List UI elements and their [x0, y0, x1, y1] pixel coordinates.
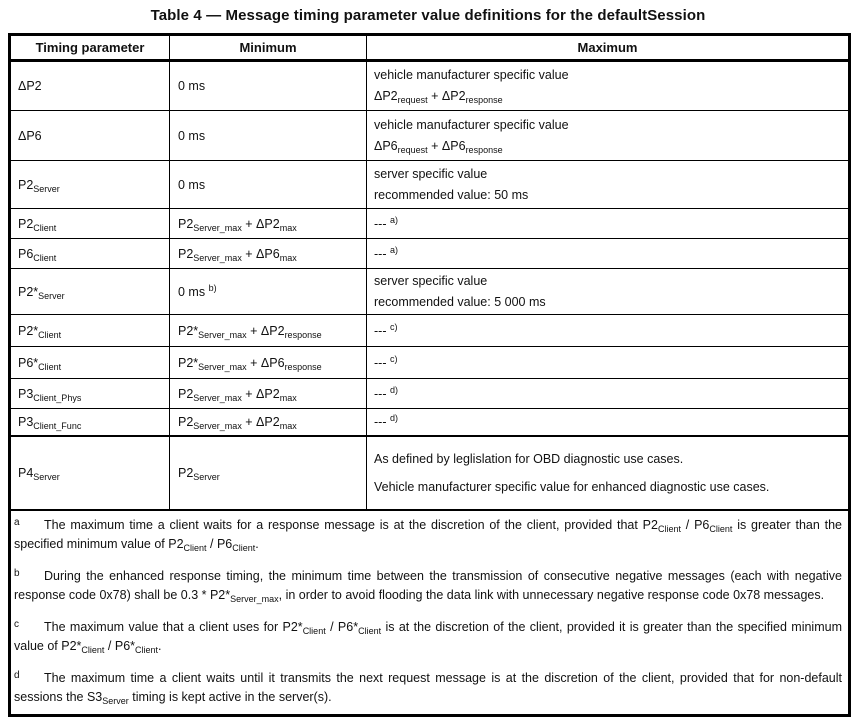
param-cell: $P2_{Client}$ [10, 209, 170, 239]
min-cell: 0 ms [170, 61, 367, 111]
footnote-d: $^d$ The maximum time a client waits until it transmits the next request message is at the discretion of the client, provided that for non-default sessions the $S3_{Server}$ timing is kept active in the server(s). [14, 669, 842, 706]
col-header-timing-parameter: Timing parameter [10, 35, 170, 61]
table-row [10, 239, 850, 269]
table-row [10, 161, 850, 209]
max-cell [367, 436, 850, 510]
footnote-text: During the enhanced response timing, the minimum time between the transmission of consecutive negative messages (each with negative response code 0x78) shall be $0.3 * P2*_{Server\_max}$, in order to avoid flooding the data link with unnecessary negative response code 0x78 messages. [14, 568, 842, 604]
min-cell: 0 ms $^{b)}$ [170, 269, 367, 315]
max-line: $\Delta P6_{request} + \Delta P6_{response}$ [374, 138, 503, 155]
max-cell [367, 111, 850, 161]
table-row [10, 409, 850, 436]
table-row [10, 111, 850, 161]
param-cell: ΔP6 [10, 111, 170, 161]
footnotes-row [10, 510, 850, 716]
table-row [10, 61, 850, 111]
param-cell: $P3_{Client\_Func}$ [10, 409, 170, 436]
max-cell: --- $^{a)}$ [367, 239, 850, 269]
min-cell: $P2_{Server\_max} + \Delta P6_{max}$ [170, 239, 367, 269]
max-cell: --- $^{c)}$ [367, 347, 850, 379]
max-paragraph: As defined by leglislation for OBD diagnostic use cases. [374, 451, 684, 466]
table-row [10, 347, 850, 379]
table-row [10, 379, 850, 409]
param-cell: ΔP2 [10, 61, 170, 111]
table-row [10, 269, 850, 315]
max-cell: --- $^{c)}$ [367, 315, 850, 347]
min-cell: $P2_{Server\_max} + \Delta P2_{max}$ [170, 409, 367, 436]
min-cell: $P2_{Server\_max} + \Delta P2_{max}$ [170, 209, 367, 239]
table-caption: Table 4 — Message timing parameter value definitions for the defaultSession [150, 7, 706, 24]
footnote-text: The maximum time a client waits until it transmits the next request message is at the discretion of the client, provided that for non-default sessions the $S3_{Server}$ timing is kept active in the server(s). [14, 670, 842, 706]
footnote-b: $^b$ During the enhanced response timing, the minimum time between the transmission of consecutive negative messages (each with negative response code 0x78) shall be $0.3 * P2*_{Server\_max}$, in order to avoid flooding the data link with unnecessary negative response code 0x78 messages. [14, 567, 842, 604]
max-line: vehicle manufacturer specific value [374, 117, 569, 132]
footnote-a: $^a$ The maximum time a client waits for a response message is at the discretion of the client, provided that $P2_{Client} / P6_{Client}$ is greater than the specified minimum value of $P2_{Client} / P6_{Client}$. [14, 516, 842, 553]
max-line: recommended value: 5 000 ms [374, 294, 546, 309]
header-row [10, 35, 850, 61]
max-line: $\Delta P2_{request} + \Delta P2_{response}$ [374, 89, 503, 105]
col-header-maximum: Maximum [367, 35, 850, 61]
param-cell: $P2_{Server}$ [10, 161, 170, 209]
min-cell: 0 ms [170, 111, 367, 161]
timing-table [8, 33, 851, 717]
max-line: server specific value [374, 273, 488, 288]
param-cell: $P2*_{Client}$ [10, 315, 170, 347]
param-cell: $P4_{Server}$ [10, 436, 170, 510]
footnote-text: The maximum time a client waits for a response message is at the discretion of the client, provided that $P2_{Client} / P6_{Client}$ is greater than the specified minimum value of $P2_{Client} / P6_{Client}$. [14, 517, 842, 553]
max-cell [367, 161, 850, 209]
min-cell: $P2_{Server}$ [170, 436, 367, 510]
table-row [10, 209, 850, 239]
min-cell: $P2*_{Server\_max} + \Delta P6_{response}$ [170, 347, 367, 379]
col-header-minimum: Minimum [170, 35, 367, 61]
min-cell: $P2_{Server\_max} + \Delta P2_{max}$ [170, 379, 367, 409]
max-paragraph: Vehicle manufacturer specific value for enhanced diagnostic use cases. [374, 479, 770, 494]
max-cell: --- $^{a)}$ [367, 209, 850, 239]
footnotes-cell [10, 510, 850, 716]
table-row [10, 436, 850, 510]
max-cell [367, 61, 850, 111]
param-cell: $P2*_{Server}$ [10, 269, 170, 315]
max-line: server specific value [374, 166, 488, 181]
max-line: vehicle manufacturer specific value [374, 68, 569, 82]
max-line: recommended value: 50 ms [374, 187, 529, 202]
param-cell: $P3_{Client\_Phys}$ [10, 379, 170, 409]
footnote-c: $^c$ The maximum value that a client uses for $P2*_{Client} / P6*_{Client}$ is at the discretion of the client, provided it is greater than the specified minimum value of $P2*_{Client} / P6*_{Client}$. [14, 618, 842, 655]
max-cell: --- $^{d)}$ [367, 409, 850, 436]
param-cell: $P6*_{Client}$ [10, 347, 170, 379]
param-cell: $P6_{Client}$ [10, 239, 170, 269]
footnote-text: The maximum value that a client uses for $P2*_{Client} / P6*_{Client}$ is at the discretion of the client, provided it is greater than the specified minimum value of $P2*_{Client} / P6*_{Client}$. [14, 619, 842, 655]
table-row [10, 315, 850, 347]
max-cell [367, 269, 850, 315]
max-cell: --- $^{d)}$ [367, 379, 850, 409]
min-cell: 0 ms [170, 161, 367, 209]
min-cell: $P2*_{Server\_max} + \Delta P2_{response}$ [170, 315, 367, 347]
